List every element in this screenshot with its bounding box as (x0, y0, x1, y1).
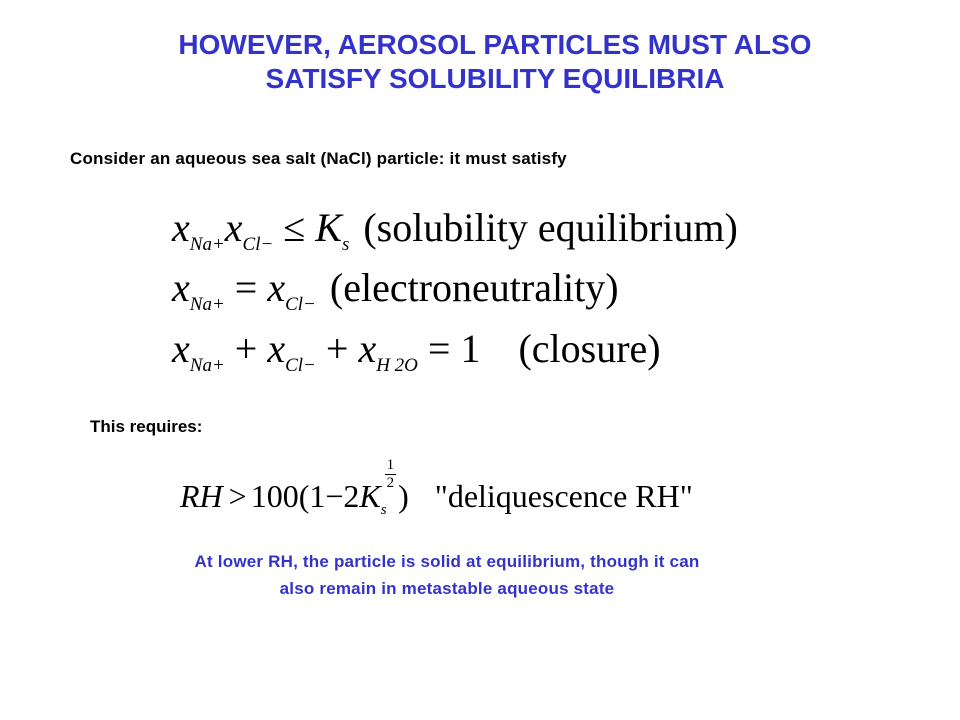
equation-deliquescence-rh (180, 457, 693, 518)
operator-minus: − (325, 478, 344, 514)
var-x-na: $x_{Na+}$ (172, 265, 225, 315)
var-ks: $K_s$ (315, 205, 350, 255)
metastable-note (0, 548, 894, 602)
label-deliquescence: "deliquescence RH" (434, 478, 693, 514)
var-x-h2o: $x_{H 2O}$ (358, 326, 418, 376)
slide-title-line-2: SATISFY SOLUBILITY EQUILIBRIA (265, 63, 725, 94)
var-rh: RH (180, 478, 223, 514)
var-x-na: $x_{Na+}$ (172, 326, 225, 376)
var-ks: $K_s$ (359, 478, 387, 518)
equation-closure (172, 326, 661, 376)
slide-title (0, 28, 960, 96)
label-closure: (closure) (518, 326, 661, 371)
intro-text: Consider an aqueous sea salt (NaCl) particle: it must satisfy (70, 149, 567, 168)
rh-coefficient: 2 (343, 478, 360, 514)
equation-electroneutrality (172, 265, 619, 315)
rh-lead-term: 100(1 (250, 478, 326, 514)
var-x-cl: $x_{Cl-}$ (267, 265, 316, 315)
value-one: 1 (460, 326, 481, 371)
operator-equals: = (427, 326, 451, 371)
exponent-one-half: $\frac{1}{2}$ (386, 457, 395, 491)
operator-plus: + (234, 326, 258, 371)
requires-text: This requires: (90, 417, 203, 436)
equation-solubility (172, 205, 738, 255)
rh-close-paren: ) (398, 478, 409, 514)
label-solubility: (solubility equilibrium) (363, 205, 738, 250)
var-x-cl: $x_{Cl-}$ (224, 205, 274, 255)
label-electroneutrality: (electroneutrality) (329, 265, 619, 310)
slide-title-line-1: HOWEVER, AEROSOL PARTICLES MUST ALSO (178, 29, 812, 60)
operator-leq: ≤ (283, 205, 306, 250)
operator-gt: > (228, 478, 247, 514)
var-x-na: $x_{Na+}$ (172, 205, 225, 255)
metastable-note-line-2: also remain in metastable aqueous state (279, 579, 615, 598)
operator-plus: + (325, 326, 349, 371)
metastable-note-line-1: At lower RH, the particle is solid at equilibrium, though it can (194, 552, 700, 571)
var-x-cl: $x_{Cl-}$ (267, 326, 316, 376)
operator-equals: = (234, 265, 258, 310)
